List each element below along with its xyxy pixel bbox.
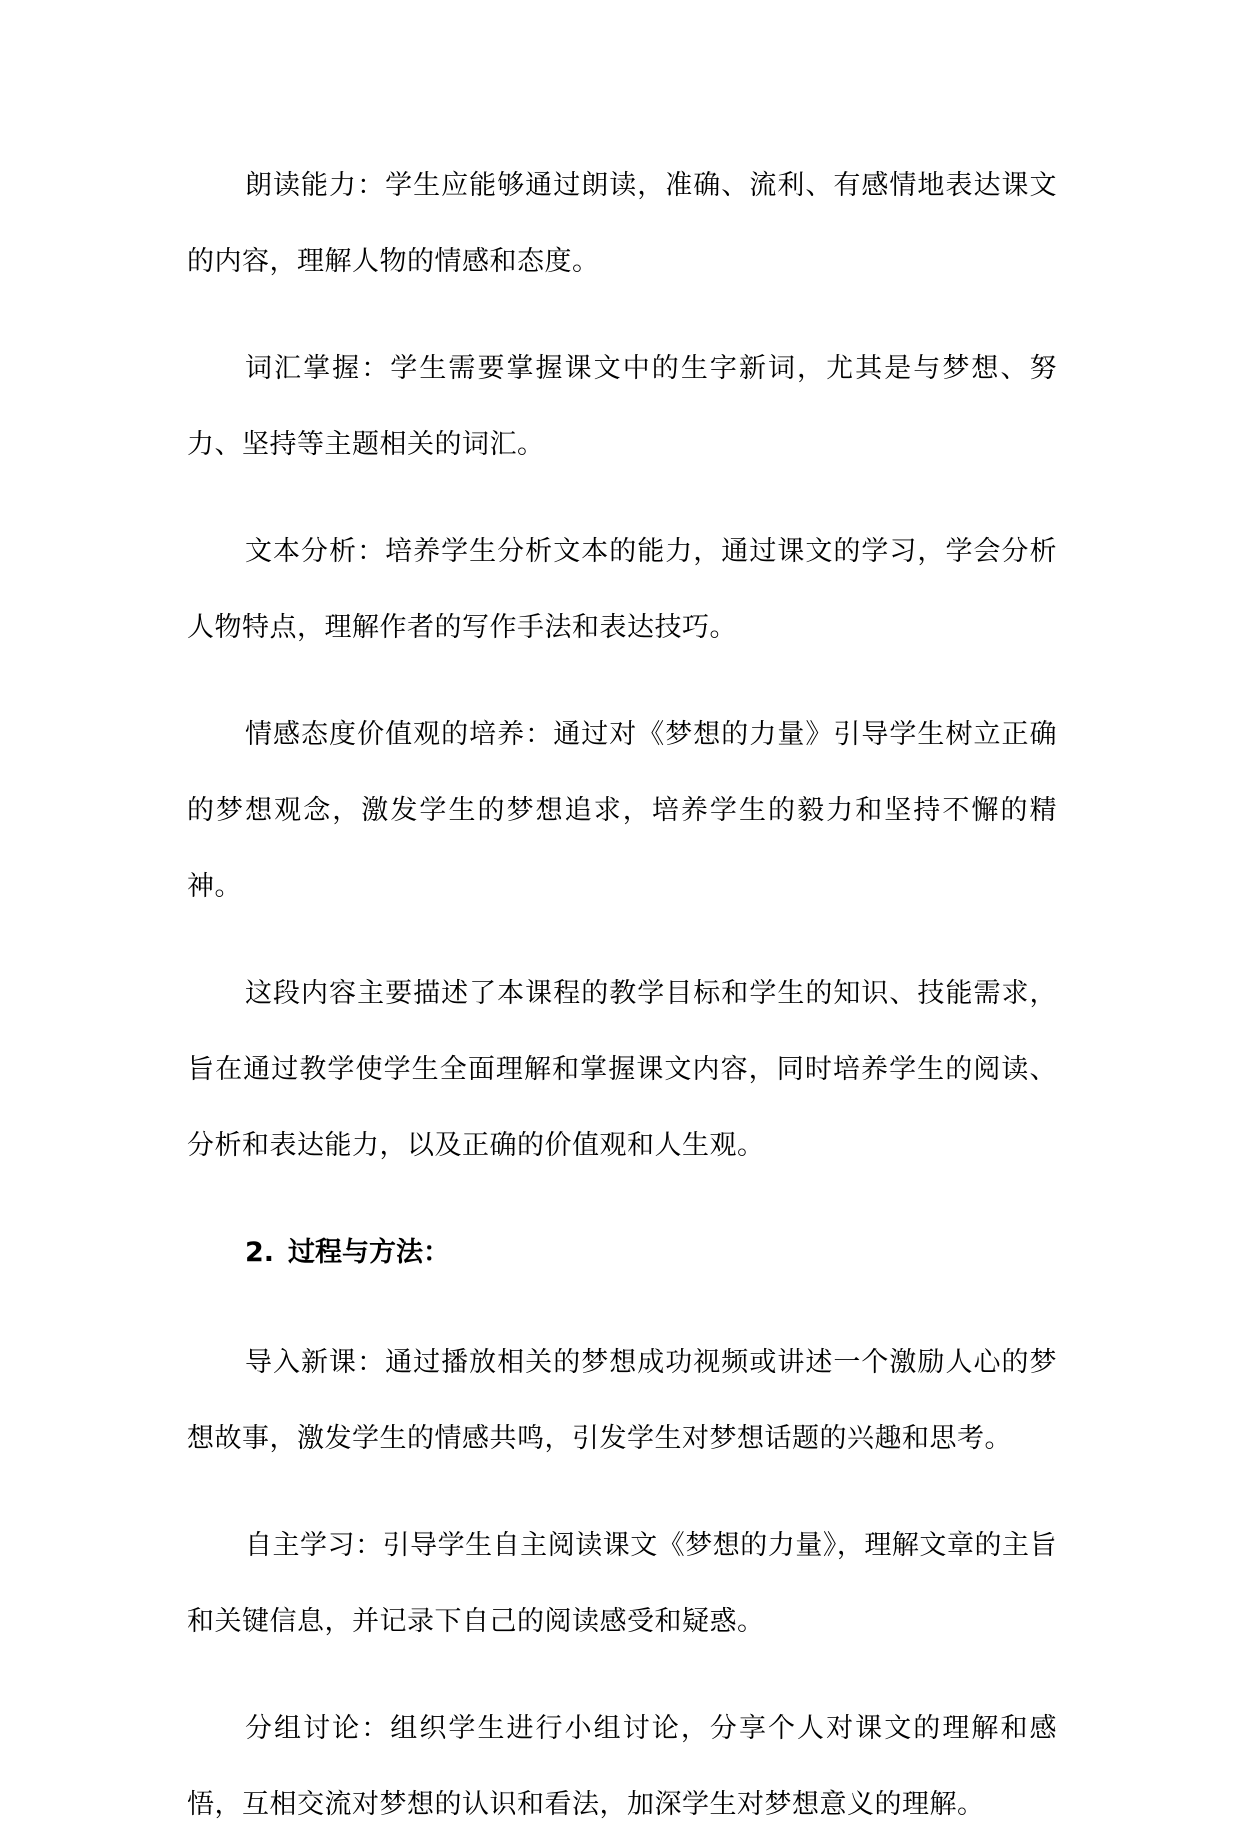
paragraph-values: 情感态度价值观的培养：通过对《梦想的力量》引导学生树立正确的梦想观念，激发学生的梦想追求，培养学生的毅力和坚持不懈的精神。 [187, 719, 1057, 902]
paragraph-summary: 这段内容主要描述了本课程的教学目标和学生的知识、技能需求，旨在通过教学使学生全面理解和掌握课文内容，同时培养学生的阅读、分析和表达能力，以及正确的价值观和人生观。 [187, 978, 1057, 1161]
paragraph-text-analysis: 文本分析：培养学生分析文本的能力，通过课文的学习，学会分析人物特点，理解作者的写作手法和表达技巧。 [187, 536, 1057, 643]
paragraph-vocabulary: 词汇掌握：学生需要掌握课文中的生字新词，尤其是与梦想、努力、坚持等主题相关的词汇。 [187, 353, 1057, 460]
paragraph-group-discussion: 分组讨论：组织学生进行小组讨论，分享个人对课文的理解和感悟，互相交流对梦想的认识和看法，加深学生对梦想意义的理解。 [187, 1713, 1057, 1820]
section-number: 2. [245, 1237, 275, 1268]
section-title: 过程与方法： [288, 1237, 451, 1268]
paragraph-self-study: 自主学习：引导学生自主阅读课文《梦想的力量》，理解文章的主旨和关键信息，并记录下自己的阅读感受和疑惑。 [187, 1530, 1057, 1637]
paragraph-reading-ability: 朗读能力：学生应能够通过朗读，准确、流利、有感情地表达课文的内容，理解人物的情感和态度。 [187, 170, 1057, 277]
document-body [187, 148, 1057, 1843]
paragraph-intro-lesson: 导入新课：通过播放相关的梦想成功视频或讲述一个激励人心的梦想故事，激发学生的情感共鸣，引发学生对梦想话题的兴趣和思考。 [187, 1347, 1057, 1454]
section-heading [245, 1215, 1057, 1291]
